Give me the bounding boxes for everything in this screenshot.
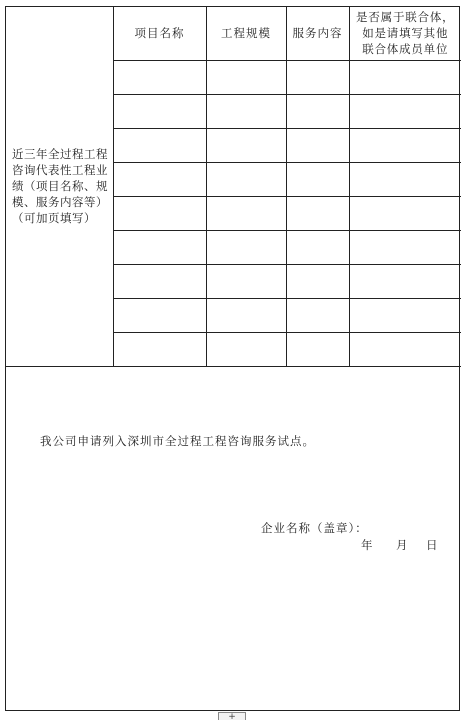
- performance-table: [6, 7, 461, 367]
- table-cell[interactable]: [206, 230, 286, 264]
- table-cell[interactable]: [286, 264, 349, 298]
- table-cell[interactable]: [349, 162, 461, 196]
- table-cell[interactable]: [113, 162, 206, 196]
- table-cell[interactable]: [349, 94, 461, 128]
- table-cell[interactable]: [206, 94, 286, 128]
- header-project-name: 项目名称: [113, 7, 206, 60]
- application-form: [5, 6, 460, 711]
- table-cell[interactable]: [349, 230, 461, 264]
- table-cell[interactable]: [206, 196, 286, 230]
- date-day-label: 日: [426, 538, 438, 552]
- table-cell[interactable]: [206, 162, 286, 196]
- table-cell[interactable]: [206, 128, 286, 162]
- date-year-label: 年: [361, 538, 373, 552]
- table-cell[interactable]: [349, 332, 461, 366]
- application-declaration: 我公司申请列入深圳市全过程工程咨询服务试点。: [40, 434, 315, 448]
- table-cell[interactable]: [349, 264, 461, 298]
- table-cell[interactable]: [113, 264, 206, 298]
- table-cell[interactable]: [286, 230, 349, 264]
- table-cell[interactable]: [349, 298, 461, 332]
- table-cell[interactable]: [286, 162, 349, 196]
- company-name-seal-label: 企业名称（盖章）：: [261, 521, 368, 535]
- table-cell[interactable]: [286, 60, 349, 94]
- table-cell[interactable]: [206, 332, 286, 366]
- performance-side-label: 近三年全过程工程咨询代表性工程业绩（项目名称、规模、服务内容等）（可加页填写）: [6, 7, 113, 366]
- table-cell[interactable]: [206, 298, 286, 332]
- table-cell[interactable]: [113, 60, 206, 94]
- table-cell[interactable]: [349, 60, 461, 94]
- table-cell[interactable]: [286, 298, 349, 332]
- table-cell[interactable]: [113, 298, 206, 332]
- table-cell[interactable]: [286, 196, 349, 230]
- header-service-content: 服务内容: [286, 7, 349, 60]
- header-consortium-line-1: 是否属于联合体，: [356, 10, 455, 25]
- table-cell[interactable]: [113, 196, 206, 230]
- table-cell[interactable]: [286, 94, 349, 128]
- header-project-scale: 工程规模: [206, 7, 286, 60]
- table-cell[interactable]: [286, 128, 349, 162]
- table-cell[interactable]: [113, 94, 206, 128]
- header-consortium: [349, 7, 461, 60]
- scroll-handle[interactable]: +: [218, 712, 246, 720]
- table-cell[interactable]: [113, 230, 206, 264]
- table-cell[interactable]: [206, 264, 286, 298]
- date-month-label: 月: [396, 538, 408, 552]
- header-consortium-line-2: 如是请填写其他: [362, 26, 449, 41]
- signature-date: [6, 537, 461, 553]
- header-consortium-line-3: 联合体成员单位: [362, 42, 449, 57]
- table-cell[interactable]: [286, 332, 349, 366]
- table-header-row: [6, 7, 461, 60]
- table-cell[interactable]: [349, 128, 461, 162]
- table-cell[interactable]: [113, 128, 206, 162]
- table-cell[interactable]: [113, 332, 206, 366]
- table-cell[interactable]: [349, 196, 461, 230]
- table-cell[interactable]: [206, 60, 286, 94]
